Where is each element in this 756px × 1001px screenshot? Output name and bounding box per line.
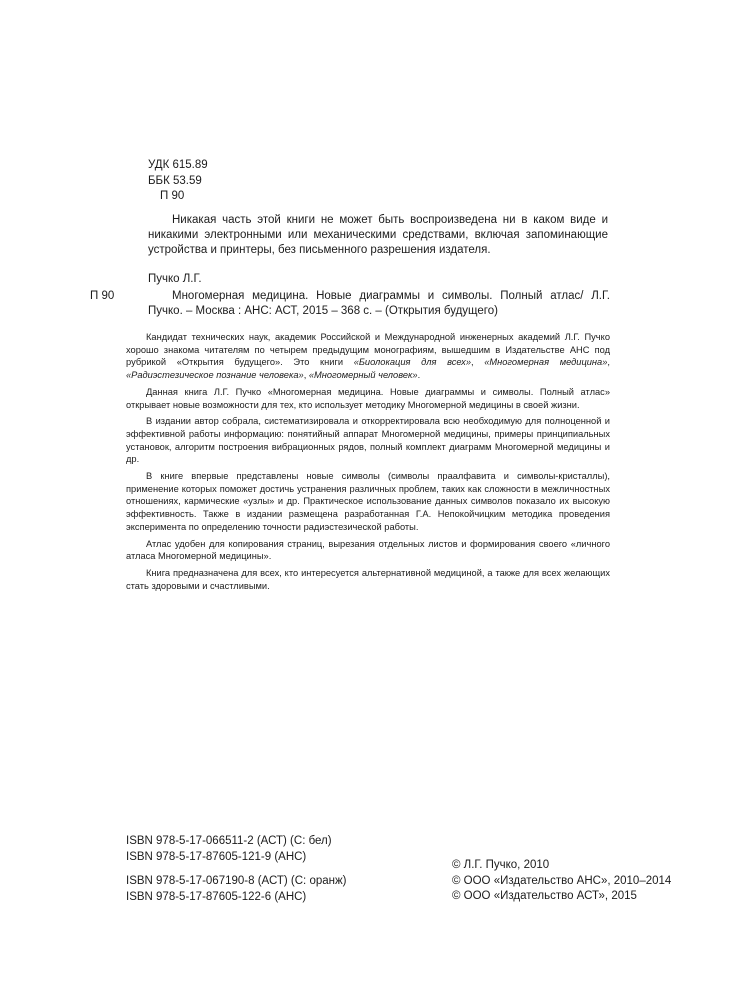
book-title-3: «Радиэстезическое познание человека» [126,370,304,381]
book-title-1: «Биолокация для всех» [353,357,471,368]
separator: , [303,370,309,381]
bib-code: П 90 [90,290,115,302]
classification-codes [148,158,208,205]
isbn-group-2 [126,874,347,905]
bib-author: Пучко Л.Г. [148,273,202,285]
udk-code: УДК 615.89 [148,159,208,171]
abstract [126,331,610,596]
copyright-block [452,858,671,905]
author-mark: П 90 [160,190,185,202]
isbn-line: ISBN 978-5-17-067190-8 (АСТ) (С: оранж) [126,875,347,887]
copyright-line: © ООО «Издательство АНС», 2010–2014 [452,874,672,887]
book-title-2: «Многомерная медицина» [484,357,608,368]
isbn-line: ISBN 978-5-17-87605-122-6 (АНС) [126,890,307,903]
isbn-line: ISBN 978-5-17-87605-121-9 (АНС) [126,850,307,863]
abstract-paragraph-2: Данная книга Л.Г. Пучко «Многомерная медицина. Новые диаграммы и символы. Полный атлас» открывает новые возможности для тех, кто использует методику Многомерной медицины в своей жизни. [126,386,610,410]
abstract-paragraph-4: В книге впервые представлены новые символы (символы праалфавита и символы-кристаллы), применение которых поможет достичь устранения различных проблем, таких как сложности в межличностных отношениях, кармические «узлы» и др. Практическое использование данных символов показало их высокую эффективность. Также в издании размещена разработанная Г.А. Непокойчицким методика проведения эксперимента по определению точности радиэстезической работы. [126,471,610,532]
separator: , [471,357,485,368]
bib-description [148,289,610,319]
copyright-line: © Л.Г. Пучко, 2010 [452,859,550,871]
isbn-group-1 [126,834,332,865]
isbn-line: ISBN 978-5-17-066511-2 (АСТ) (С: бел) [126,835,332,847]
copyright-notice [148,213,608,259]
bib-description-text: Многомерная медицина. Новые диаграммы и символы. Полный атлас/ Л.Г. Пучко. – Москва : АНС: АСТ, 2015 – 368 с. – (Открытия будущего) [148,290,610,317]
abstract-paragraph-5: Атлас удобен для копирования страниц, вырезания отдельных листов и формирования своего «личного атласа Многомерной медицины». [126,538,610,562]
abstract-paragraph-6: Книга предназначена для всех, кто интересуется альтернативной медициной, а также для всех желающих стать здоровыми и счастливыми. [126,567,610,591]
separator: , [607,357,610,368]
bbk-code: ББК 53.59 [148,174,202,187]
period: . [417,370,421,381]
copyright-line: © ООО «Издательство АСТ», 2015 [452,890,637,902]
book-title-4: «Многомерный человек» [308,370,418,381]
abstract-paragraph-1 [126,331,610,382]
abstract-paragraph-3: В издании автор собрала, систематизировала и откорректировала всю необходимую для полноценной и эффективной работы информацию: понятийный аппарат Многомерной медицины, примеры принципиальных установок, алгоритм построения вибрационных рядов, полный комплект диаграмм Многомерной медицины и др. [126,416,610,465]
copyright-notice-text: Никакая часть этой книги не может быть воспроизведена ни в каком виде и никакими электронными или механическими средствами, включая запоминающие устройства и принтеры, без письменного разрешения издателя. [148,214,608,257]
abstract-p1-text: Кандидат технических наук, академик Российской и Международной инженерных академий Л.Г. Пучко хорошо знакома читателям по четырем предыдущим монографиям, вышедшим в Издательстве АНС под рубрикой «Открытия будущего». Это книги [126,332,610,368]
